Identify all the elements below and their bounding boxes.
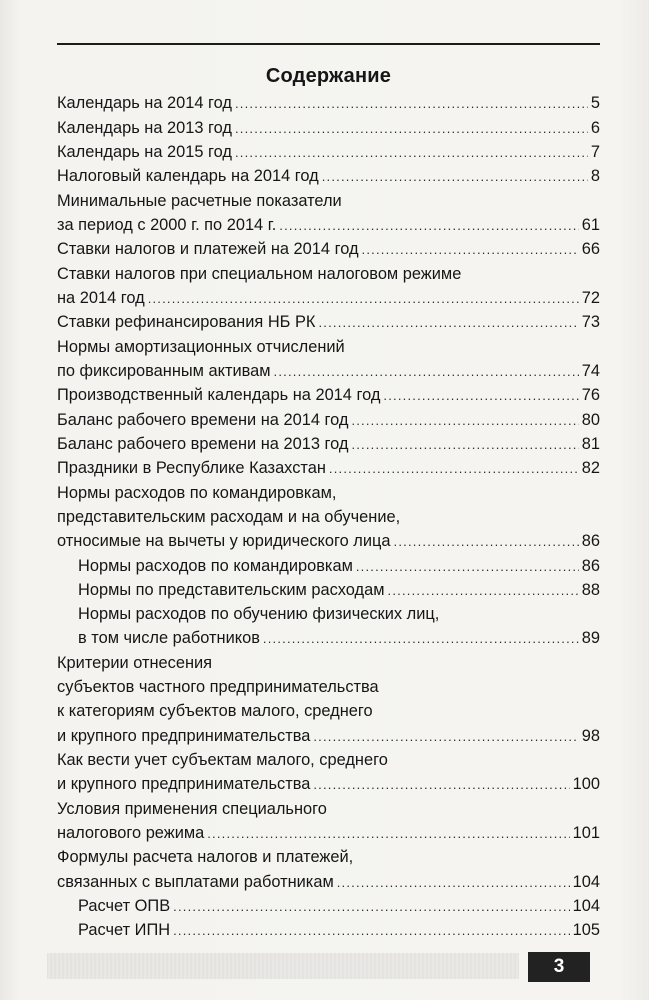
toc-entry-title: Критерии отнесения (57, 654, 213, 672)
dot-leader (274, 360, 579, 384)
toc-entry (78, 554, 600, 578)
toc-entry-page: 101 (572, 824, 600, 842)
dot-leader (394, 530, 579, 554)
toc-entry-title: Ставки рефинансирования НБ РК (57, 313, 316, 331)
toc-entry (57, 237, 600, 261)
dot-leader (235, 141, 588, 165)
toc-entry-title: Ставки налогов и платежей на 2014 год (57, 240, 359, 258)
toc-entry (78, 578, 600, 602)
toc-entry-title: за период с 2000 г. по 2014 г. (57, 216, 277, 234)
toc-entry (57, 432, 600, 456)
toc-entry (57, 748, 388, 772)
toc-entry (57, 845, 353, 869)
toc-entry-page: 74 (581, 362, 600, 380)
toc-entry-title: Ставки налогов при специальном налоговом режиме (57, 265, 462, 283)
dot-leader (173, 895, 569, 919)
toc-entry-page: 81 (581, 435, 600, 453)
toc-entry (57, 164, 600, 188)
toc-entry-page: 88 (581, 581, 600, 599)
toc-entry (57, 408, 600, 432)
dot-leader (388, 579, 579, 603)
toc-entry-title: Минимальные расчетные показатели (57, 192, 342, 210)
toc-entry-page: 5 (590, 94, 600, 112)
toc-entry-page: 100 (572, 775, 600, 793)
toc-entry-page: 76 (581, 386, 600, 404)
toc-entry-title: Условия применения специального (57, 800, 327, 818)
toc-entry (57, 797, 327, 821)
toc-entry (57, 870, 600, 894)
toc-entry-title: Календарь на 2015 год (57, 143, 232, 161)
page-number-box (528, 952, 590, 982)
toc-entry-title: Баланс рабочего времени на 2014 год (57, 411, 349, 429)
page-number: 3 (553, 956, 565, 977)
toc-entry-page: 73 (581, 313, 600, 331)
toc-entry-page: 8 (590, 167, 600, 185)
toc-entry-title: Праздники в Республике Казахстан (57, 459, 326, 477)
toc-entry-title: на 2014 год (57, 289, 145, 307)
dot-leader (322, 165, 588, 189)
toc-entry (57, 529, 600, 553)
toc-entry-title: Календарь на 2013 год (57, 119, 232, 137)
dot-leader (356, 555, 579, 579)
dot-leader (351, 409, 578, 433)
toc-entry-title: связанных с выплатами работникам (57, 873, 334, 891)
toc-entry (57, 189, 342, 213)
toc-entry-title: Нормы расходов по командировкам (78, 557, 353, 575)
toc-entry-title: Нормы расходов по обучению физических лиц, (78, 605, 440, 623)
toc-entry (57, 116, 600, 140)
dot-leader (235, 117, 588, 141)
toc-entry-title: Нормы по представительским расходам (78, 581, 385, 599)
toc-entry-title: относимые на вычеты у юридического лица (57, 532, 391, 550)
toc-entry (57, 481, 336, 505)
dot-leader (337, 871, 570, 895)
toc-entry (57, 140, 600, 164)
toc-entry-title: Производственный календарь на 2014 год (57, 386, 381, 404)
toc-entry-title: по фиксированным активам (57, 362, 271, 380)
toc-entry-page: 104 (572, 897, 600, 915)
toc-entry (57, 651, 212, 675)
toc-entry (57, 335, 345, 359)
toc-entry-page: 66 (581, 240, 600, 258)
dot-leader (318, 311, 578, 335)
toc-entry (57, 383, 600, 407)
toc-entry-page: 86 (581, 557, 600, 575)
toc-entry-page: 61 (581, 216, 600, 234)
dot-leader (263, 627, 579, 651)
toc-entry-title: Календарь на 2014 год (57, 94, 232, 112)
toc-entry (57, 505, 400, 529)
toc-entry-title: налогового режима (57, 824, 205, 842)
toc-entry-page: 105 (572, 921, 600, 939)
toc-entry (78, 626, 600, 650)
toc-entry-page: 6 (590, 119, 600, 137)
toc-entry-page: 86 (581, 532, 600, 550)
dot-leader (173, 919, 570, 943)
footer-band (47, 953, 519, 979)
toc-entry (57, 286, 600, 310)
toc-entry (57, 724, 600, 748)
toc-entry-title: Налоговый календарь на 2014 год (57, 167, 319, 185)
toc-entry (57, 359, 600, 383)
toc-entry-page: 89 (581, 629, 600, 647)
toc-entry (57, 91, 600, 115)
dot-leader (313, 725, 578, 749)
toc-entry-title: субъектов частного предпринимательства (57, 678, 379, 696)
toc-entry-page: 72 (581, 289, 600, 307)
toc-entry-title: Как вести учет субъектам малого, среднего (57, 751, 388, 769)
toc-entry-title: Нормы расходов по командировкам, (57, 484, 337, 502)
toc-entry-page: 7 (590, 143, 600, 161)
toc-entry (57, 213, 600, 237)
toc-entry-title: Баланс рабочего времени на 2013 год (57, 435, 349, 453)
toc-entry-title: и крупного предпринимательства (57, 775, 311, 793)
dot-leader (383, 384, 578, 408)
toc-entry (57, 699, 373, 723)
toc-entry (78, 918, 600, 942)
toc-entry-page: 98 (581, 727, 600, 745)
toc-entry-title: Формулы расчета налогов и платежей, (57, 848, 354, 866)
toc-entry (78, 894, 600, 918)
dot-leader (351, 433, 578, 457)
toc-entry (57, 821, 600, 845)
dot-leader (235, 92, 588, 116)
toc-entry-title: к категориям субъектов малого, среднего (57, 702, 373, 720)
toc-entry (57, 772, 600, 796)
toc-entry (57, 310, 600, 334)
toc-entry-page: 80 (581, 411, 600, 429)
dot-leader (279, 214, 579, 238)
toc-entry (57, 675, 379, 699)
toc-entry (57, 456, 600, 480)
dot-leader (148, 287, 579, 311)
toc-entry-title: в том числе работников (78, 629, 260, 647)
toc-entry (78, 602, 439, 626)
toc-entry-page: 104 (572, 873, 600, 891)
toc-entry-title: Расчет ОПВ (78, 897, 171, 915)
dot-leader (362, 238, 579, 262)
page-title: Содержание (265, 65, 392, 87)
dot-leader (329, 457, 579, 481)
toc-entry-title: Расчет ИПН (78, 921, 171, 939)
top-rule (57, 43, 600, 45)
dot-leader (313, 773, 569, 797)
toc-entry-title: представительским расходам и на обучение, (57, 508, 401, 526)
dot-leader (207, 822, 569, 846)
toc-entry (57, 262, 461, 286)
toc-entry-page: 82 (581, 459, 600, 477)
toc-entry-title: Нормы амортизационных отчислений (57, 338, 345, 356)
toc-entry-title: и крупного предпринимательства (57, 727, 311, 745)
